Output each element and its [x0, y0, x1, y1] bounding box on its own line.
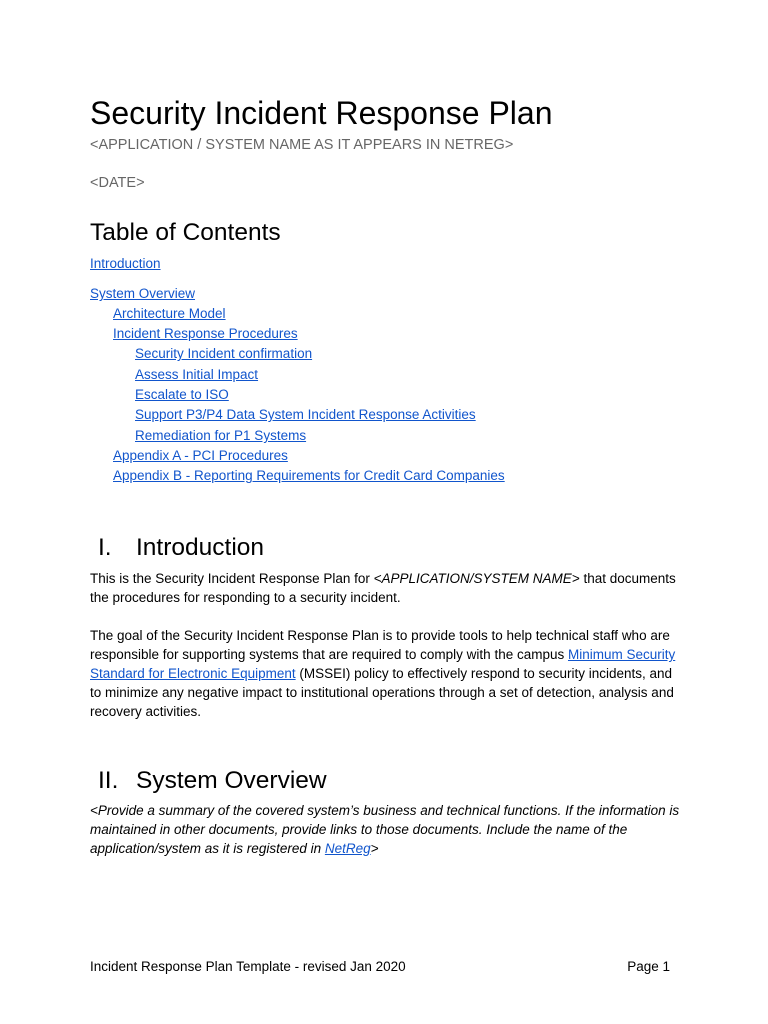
toc-link-system-overview[interactable]: System Overview: [90, 286, 196, 301]
application-name-placeholder: <APPLICATION/SYSTEM NAME>: [373, 571, 580, 586]
section-heading-introduction: [98, 533, 264, 563]
footer-template-note: Incident Response Plan Template - revised Jan 2020: [90, 959, 406, 974]
toc-link-appendix-b[interactable]: Appendix B - Reporting Requirements for Credit Card Companies: [113, 468, 505, 483]
toc-link-architecture-model[interactable]: Architecture Model: [113, 306, 226, 321]
document-date: <DATE>: [90, 175, 145, 191]
toc-link-introduction[interactable]: Introduction: [90, 256, 161, 271]
toc-link-support-p3p4[interactable]: Support P3/P4 Data System Incident Response Activities: [135, 407, 476, 422]
section-number: II.: [98, 767, 119, 794]
section-number: I.: [98, 534, 112, 561]
mssei-link[interactable]: Minimum Security Standard for Electronic Equipment: [90, 647, 676, 681]
system-overview-paragraph: <Provide a summary of the covered system’s business and technical functions. If the information is maintained in other documents, provide links to those documents. Include the name of the application/system as it is registered in NetReg>: [90, 803, 680, 856]
toc-link-security-incident-confirmation[interactable]: Security Incident confirmation: [135, 346, 313, 361]
toc-link-assess-initial-impact[interactable]: Assess Initial Impact: [135, 367, 259, 382]
section-title: Introduction: [136, 534, 265, 561]
netreg-link[interactable]: NetReg: [324, 841, 371, 856]
document-title: Security Incident Response Plan: [90, 95, 553, 131]
section-heading-system-overview: [98, 766, 327, 796]
toc-link-escalate-to-iso[interactable]: Escalate to ISO: [135, 387, 229, 402]
intro-paragraph-2: The goal of the Security Incident Response Plan is to provide tools to help technical staff who are responsible for supporting systems that are required to comply with the campus Minimum Security Standard for Electronic Equipment (MSSEI) policy to effectively respond to security incidents, and to minimize any negative impact to institutional operations through a set of detection, analysis and recovery activities.: [90, 628, 676, 719]
toc-link-appendix-a[interactable]: Appendix A - PCI Procedures: [113, 448, 288, 463]
intro-paragraph-1: This is the Security Incident Response Plan for <APPLICATION/SYSTEM NAME> that documents the procedures for responding to a security incident.: [90, 571, 676, 605]
footer-page-number: Page 1: [627, 959, 670, 974]
section-title: System Overview: [136, 767, 327, 794]
toc-link-remediation-p1[interactable]: Remediation for P1 Systems: [135, 428, 307, 443]
toc-link-incident-response-procedures[interactable]: Incident Response Procedures: [113, 326, 298, 341]
toc-heading: Table of Contents: [90, 219, 281, 246]
document-subtitle: <APPLICATION / SYSTEM NAME AS IT APPEARS IN NETREG>: [90, 137, 514, 153]
